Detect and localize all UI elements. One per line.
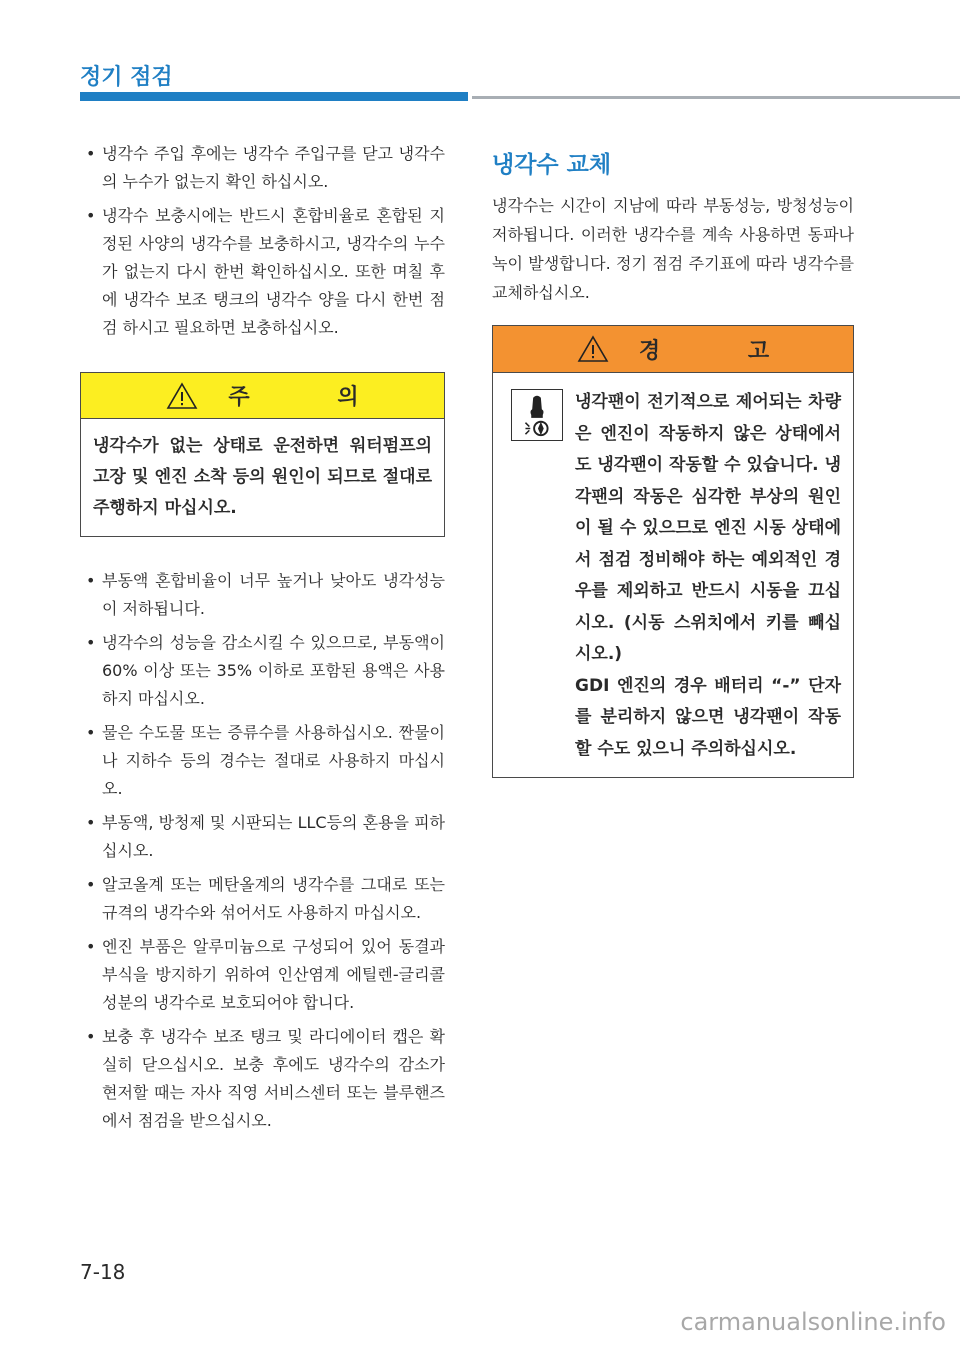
caution-triangle-icon bbox=[166, 382, 198, 410]
section-title: 정기 점검 bbox=[80, 65, 173, 90]
page-number: 7-18 bbox=[80, 1260, 126, 1284]
caution-box bbox=[80, 372, 445, 537]
list-item: • 냉각수 주입 후에는 냉각수 주입구를 닫고 냉각수의 누수가 없는지 확인 하십시오. bbox=[80, 140, 445, 196]
watermark: carmanualsonline.info bbox=[680, 1308, 946, 1336]
caution-header bbox=[81, 373, 444, 419]
intro-paragraph: 냉각수는 시간이 지남에 따라 부동성능, 방청성능이 저하됩니다. 이러한 냉각수를 계속 사용하면 동파나 녹이 발생합니다. 정기 점검 주기표에 따라 냉각수를 교체하십시오. bbox=[492, 196, 854, 302]
right-column bbox=[492, 140, 854, 778]
warning-triangle-icon bbox=[577, 335, 609, 363]
list-item: • 부동액 혼합비율이 너무 높거나 낮아도 냉각성능이 저하됩니다. bbox=[80, 567, 445, 623]
warning-text-main: 냉각팬이 전기적으로 제어되는 차량은 엔진이 작동하지 않은 상태에서도 냉각팬이 작동할 수 있습니다. 냉각팬의 작동은 심각한 부상의 원인이 될 수 있으므로 엔진 시동 상태에서 점검 정비해야 하는 예외적인 경우를 제외하고 반드시 시동을 끄십시오. (시동 스위치에서 키를 빼십시오.) bbox=[575, 392, 841, 664]
left-column bbox=[80, 140, 445, 1141]
bullet-list-top bbox=[80, 140, 445, 342]
warning-text-gdi: GDI 엔진의 경우 배터리 “-” 단자를 분리하지 않으면 냉각팬이 작동할 수도 있으니 주의하십시오. bbox=[575, 675, 841, 759]
list-item: • 냉각수 보충시에는 반드시 혼합비율로 혼합된 지정된 사양의 냉각수를 보충하시고, 냉각수의 누수가 없는지 다시 한번 확인하십시오. 또한 며칠 후에 냉각수 보조 탱크의 냉각수 양을 다시 한번 점검 하시고 필요하면 보충하십시오. bbox=[80, 202, 445, 342]
fan-hand-hazard-icon bbox=[511, 389, 563, 441]
list-item: • 부동액, 방청제 및 시판되는 LLC등의 혼용을 피하십시오. bbox=[80, 809, 445, 865]
caution-body: 냉각수가 없는 상태로 운전하면 워터펌프의 고장 및 엔진 소착 등의 원인이 되므로 절대로 주행하지 마십시오. bbox=[93, 436, 432, 518]
list-item: • 알코올계 또는 메탄올계의 냉각수를 그대로 또는 규격의 냉각수와 섞어서도 사용하지 마십시오. bbox=[80, 871, 445, 927]
header-rule-gray bbox=[472, 96, 960, 99]
warning-header bbox=[493, 326, 853, 373]
warning-text bbox=[575, 387, 841, 765]
warning-body bbox=[493, 373, 853, 777]
list-item: • 물은 수도물 또는 증류수를 사용하십시오. 짠물이나 지하수 등의 경수는 절대로 사용하지 마십시오. bbox=[80, 719, 445, 803]
list-item: • 냉각수의 성능을 감소시킬 수 있으므로, 부동액이 60% 이상 또는 35% 이하로 포함된 용액은 사용하지 마십시오. bbox=[80, 629, 445, 713]
list-item: • 보충 후 냉각수 보조 탱크 및 라디에이터 캡은 확실히 닫으십시오. 보충 후에도 냉각수의 감소가 현저할 때는 자사 직영 서비스센터 또는 블루핸즈에서 점검을 받으십시오. bbox=[80, 1023, 445, 1135]
warning-box bbox=[492, 325, 854, 778]
caution-title: 주 의 bbox=[228, 385, 399, 410]
header-rule-blue bbox=[80, 92, 468, 101]
list-item: • 엔진 부품은 알루미늄으로 구성되어 있어 동결과 부식을 방지하기 위하여 인산염계 에틸렌-글리콜 성분의 냉각수로 보호되어야 합니다. bbox=[80, 933, 445, 1017]
bullet-list-bottom bbox=[80, 567, 445, 1135]
warning-title: 경 고 bbox=[638, 338, 810, 364]
subsection-heading: 냉각수 교체 bbox=[492, 152, 612, 178]
